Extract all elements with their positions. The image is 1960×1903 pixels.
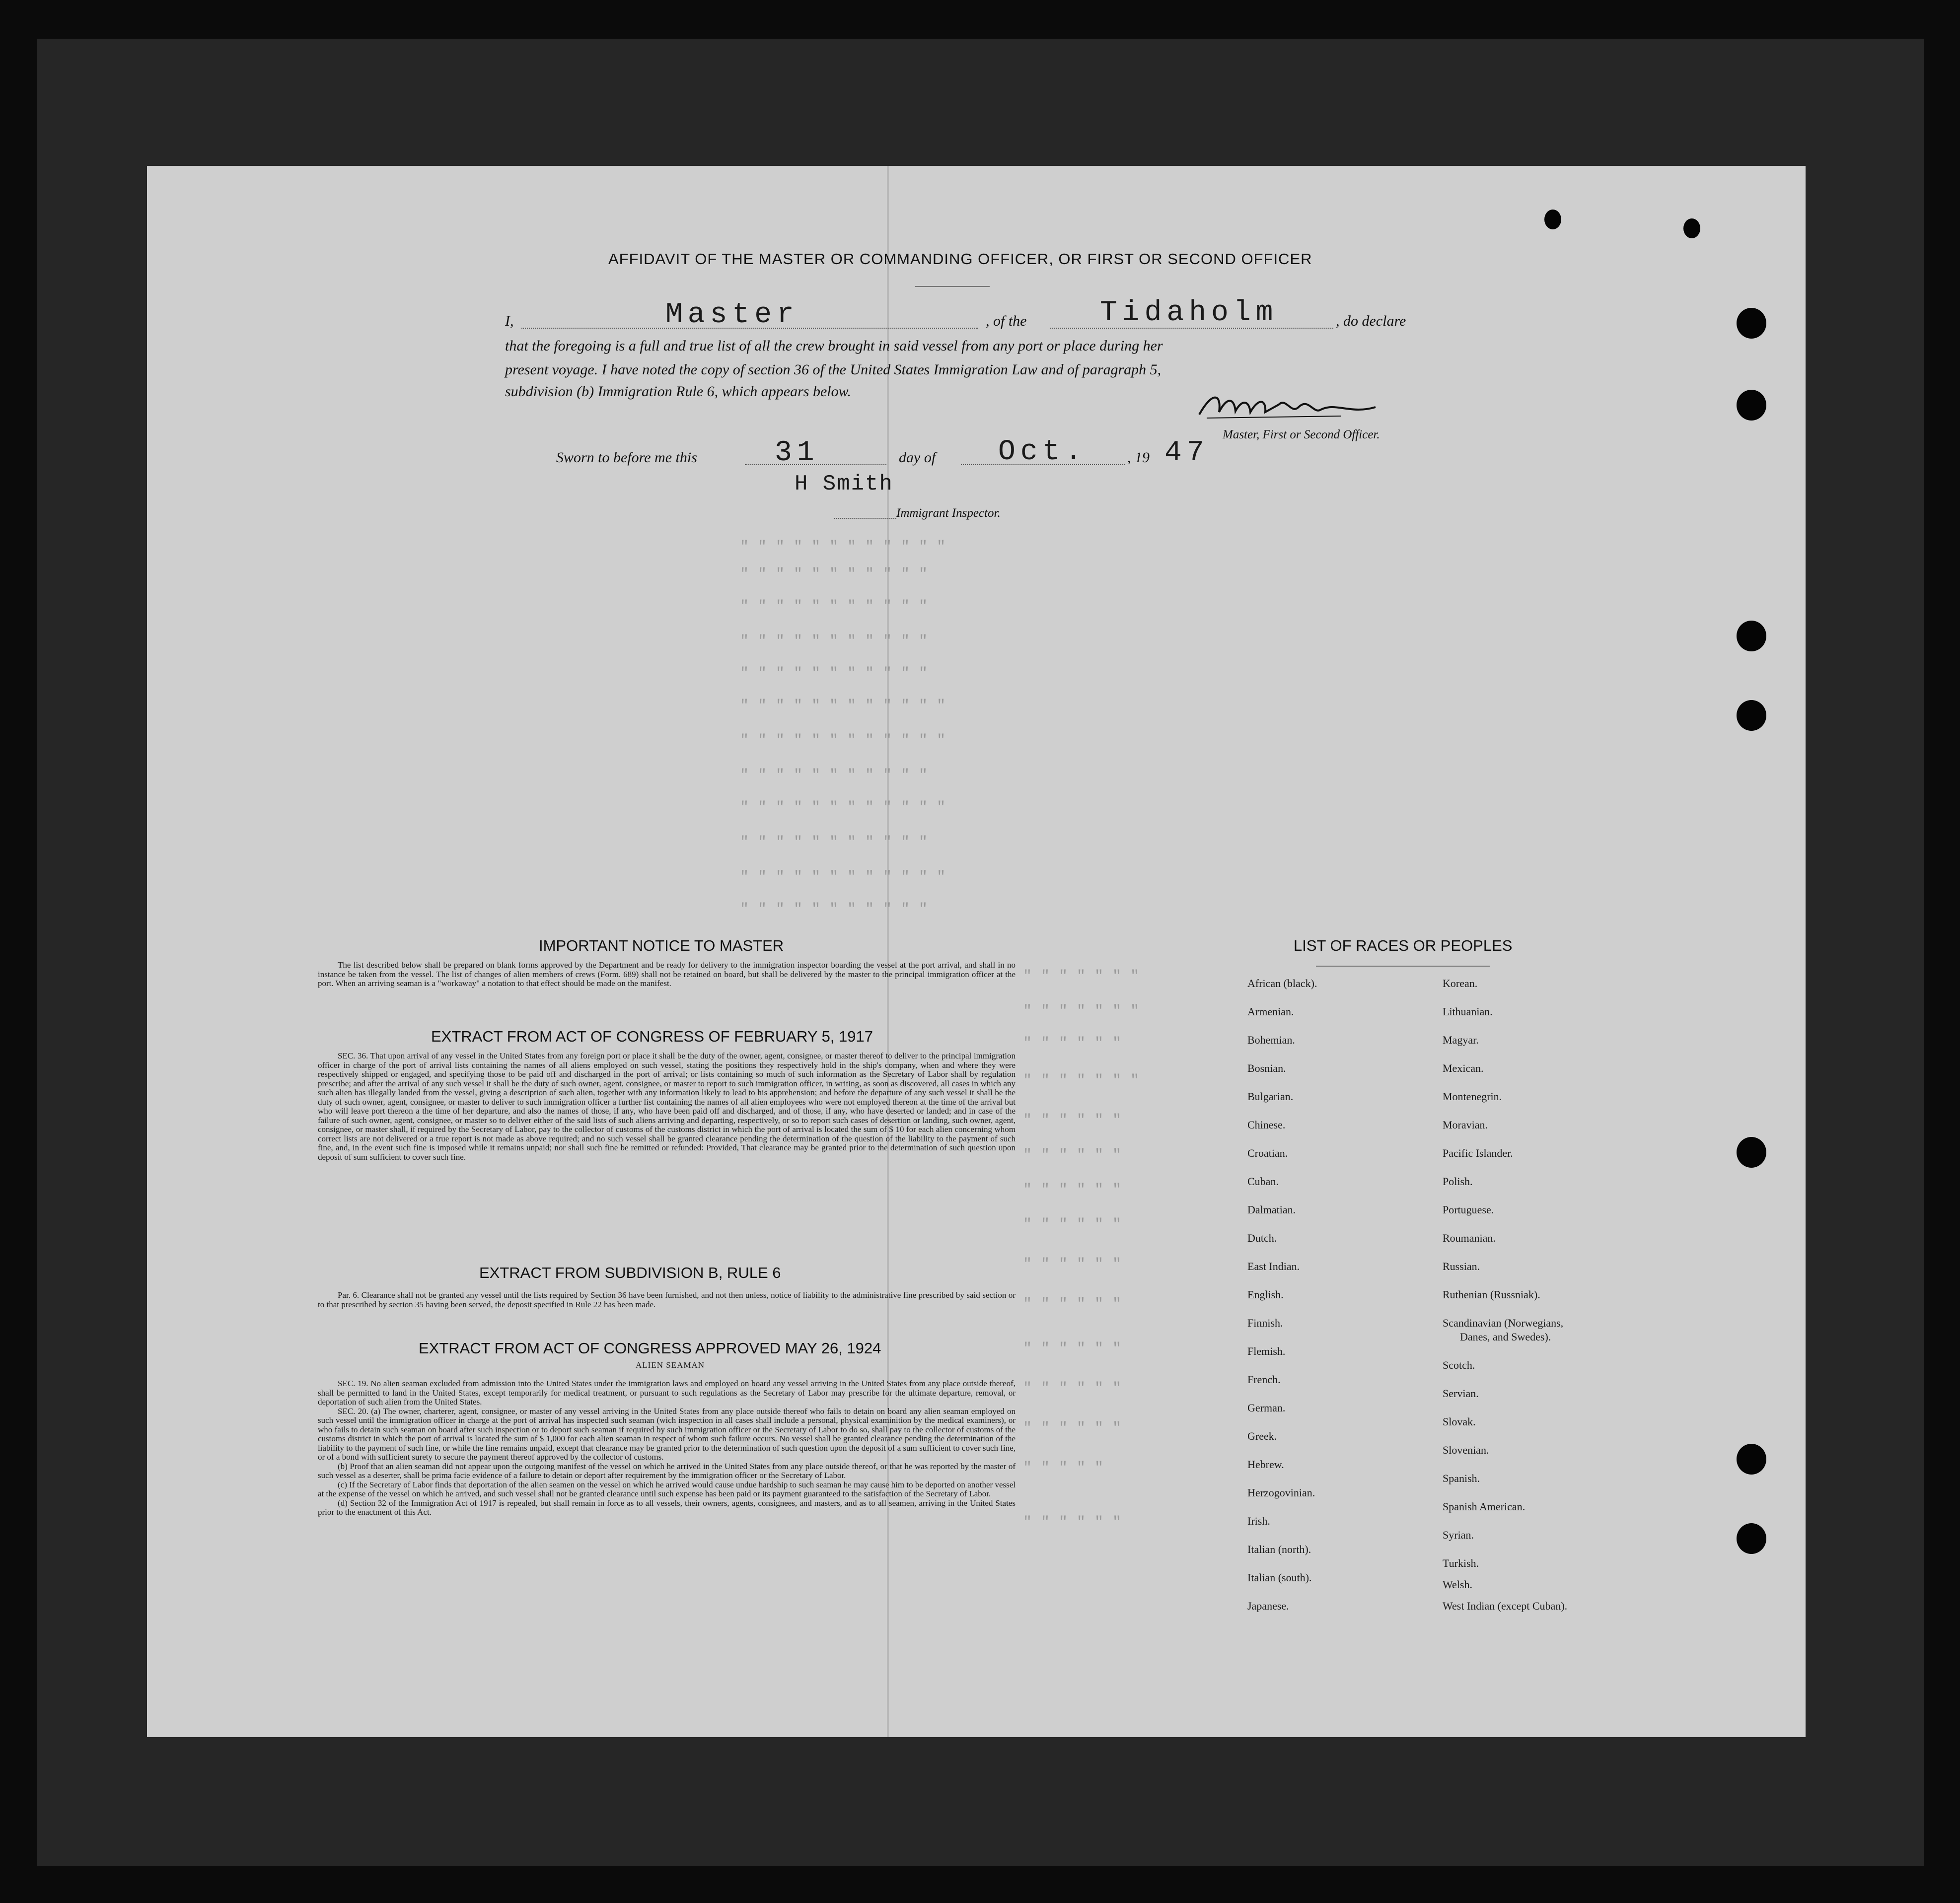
declaration-line-3: subdivision (b) Immigration Rule 6, which appears below. [505, 383, 851, 400]
race-item: Spanish. [1443, 1472, 1480, 1484]
race-item: Bulgarian. [1247, 1090, 1294, 1103]
do-declare-label: , do declare [1336, 313, 1406, 329]
vessel-handwritten: Tidaholm [1100, 297, 1278, 329]
race-item: Irish. [1247, 1515, 1270, 1527]
race-item: Cuban. [1247, 1175, 1279, 1188]
race-item: Greek. [1247, 1430, 1277, 1442]
race-item: Japanese. [1247, 1600, 1289, 1612]
race-item: West Indian (except Cuban). [1443, 1600, 1568, 1612]
punch-hole [1737, 1523, 1766, 1554]
extract-1924-text [318, 1379, 1016, 1517]
race-item: Slovak. [1443, 1415, 1476, 1428]
race-item: Servian. [1443, 1387, 1479, 1400]
extract-1917-title: EXTRACT FROM ACT OF CONGRESS OF FEBRUARY 5, 1917 [431, 1028, 873, 1045]
extract-1924-paragraph: SEC. 20. (a) The owner, charterer, agent, consignee, or master of any vessel arriving in the United States from any place outside thereof who fails to detain on board any alien seaman employed on such vessel until the immigration officer in charge at the port of arrival has inspected such seaman (wich inspection in all cases shall include a personal, physical examinition by the medical examiners), or who fails to detain such seaman on board after such inspection or to deport such seaman if required by such immigration officer or the Secretary of Labor to do so, shall pay to the collector of customs of the customs district in which the port of arrival is located the sum of $ 1,000 for each alien seaman in respect of whom such failure occurs. No vessel shall be granted clearance pending the determination of the liability to the payment of such fine, or while the fine remains unpaid, except that clearance may be granted prior to the determination of such question upon the deposit of a sum sufficient to cover such fine, or of a bond with sufficient surety to secure the payment thereof approved by the collector of customs. [318, 1406, 1016, 1462]
extract-1924-subtitle: ALIEN SEAMAN [636, 1360, 705, 1370]
race-item: Finnish. [1247, 1317, 1283, 1329]
race-item: German. [1247, 1402, 1286, 1414]
declaration-line-1: that the foregoing is a full and true list of all the crew brought in said vessel from any port or place during her [505, 338, 1163, 354]
race-item: Herzogovinian. [1247, 1486, 1315, 1499]
race-item: Italian (north). [1247, 1543, 1311, 1555]
race-item: French. [1247, 1373, 1281, 1386]
year-handwritten: 47 [1164, 437, 1209, 469]
notice-text [318, 961, 1016, 988]
of-the-label: , of the [986, 313, 1027, 329]
race-item: East Indian. [1247, 1260, 1300, 1272]
race-item: Spanish American. [1443, 1500, 1525, 1513]
extract-1924-paragraph: SEC. 19. No alien seaman excluded from admission into the United States under the immigration laws and employed on board any vessel arriving in the United States from any place outside thereof, shall be permitted to land in the United States, except temporarily for medical treatment, or pursuant to such regulations as the Secretary of Labor may prescribe for the ultimate departure, removal, or deportation of such alien from the United States. [318, 1379, 1016, 1407]
punch-hole [1737, 621, 1766, 651]
punch-hole [1737, 308, 1766, 339]
inspector-blank [834, 518, 896, 519]
race-item: Chinese. [1247, 1119, 1286, 1131]
race-item: Slovenian. [1443, 1444, 1489, 1456]
race-item: Danes, and Swedes). [1460, 1331, 1551, 1343]
inspector-caption: Immigrant Inspector. [896, 506, 1001, 520]
punch-hole [1737, 700, 1766, 731]
races-title: LIST OF RACES OR PEOPLES [1294, 937, 1513, 954]
extract-1917-paragraph: SEC. 36. That upon arrival of any vessel in the United States from any foreign port or place it shall be the duty of the owner, agent, consignee, or master thereof to deliver to the principal immigration officer in charge of the port of arrival lists containing the names of all aliens employed on such vessel, stating the positions they respectively hold in the ship's company, when and where they were respectively shipped or engaged, and specifying those to be paid off and discharged in the port of arrival; or lists containing so much of such information as the Secretary of Labor shall by regulation prescribe; and after the arrival of any such vessel it shall be the duty of such owner, agent, consignee, or master to report to such immigration officer, in writing, as soon as discovered, all cases in which any such alien has illegally landed from the vessel, giving a description of such alien, together with any information likely to lead to his apprehension; and before the departure of any such vessel it shall be the duty of such owner, agent, consignee, or master to deliver to such immigration officer a further list containing the names of all alien employees who were not employed thereon at the time of the arrival but who will leave port thereon a the time of her departure, and also the names of those, if any, who have been paid off and discharged, and of those, if any, who have deserted or landed; and in case of the failure of such owner, agent, consignee, or master so to deliver either of the said lists of such aliens arriving and departing, respectively, or so to report such cases of desertion or landing, such owner, agent, consignee, or master shall, if required by the Secretary of Labor, pay to the collector of customs of the customs district in which the port of arrival is located the sum of $ 10 for each alien concerning whom correct lists are not delivered or a true report is not made as above required; and no such vessel shall be granted clearance pending the determination of the question of the liability to the payment of such fine, and, in the event such fine is imposed while it remains unpaid; nor shall such fine be remitted or refunded: Provided, That clearance may be granted prior to the determination of such question upon deposit of sum sufficient to cover such fine. [318, 1051, 1016, 1162]
race-item: Magyar. [1443, 1034, 1479, 1046]
officer-handwritten: Master [665, 299, 799, 331]
race-item: Montenegrin. [1443, 1090, 1502, 1103]
rule6-paragraph: Par. 6. Clearance shall not be granted any vessel until the lists required by Section 36 have been furnished, and not then unless, notice of liability to the administrative fine prescribed by said section or to that prescribed by section 35 having been served, the deposit specified in Rule 22 has been made. [318, 1290, 1016, 1309]
race-item: African (black). [1247, 977, 1317, 989]
race-item: Bohemian. [1247, 1034, 1295, 1046]
month-handwritten: Oct. [998, 436, 1088, 468]
races-divider [1316, 966, 1490, 967]
extract-1917-text [318, 1052, 1016, 1162]
punch-hole [1683, 218, 1700, 238]
race-item: Ruthenian (Russniak). [1443, 1288, 1540, 1301]
day-of-label: day of [899, 449, 936, 466]
year-prefix: , 19 [1127, 449, 1150, 466]
rule6-text [318, 1291, 1016, 1309]
extract-1924-paragraph: (c) If the Secretary of Labor finds that deportation of the alien seamen on the vessel on which he arrived would cause undue hardship to such seaman he may cause him to be deported on another vessel at the expense of the vessel on which he arrived, and such vessel shall not be granted clearance until such expense has been paid or its payment guaranteed to the satisfaction of the Secretary of Labor. [318, 1480, 1016, 1498]
race-item: Flemish. [1247, 1345, 1286, 1357]
race-item: Portuguese. [1443, 1203, 1494, 1216]
punch-hole [1544, 210, 1561, 229]
race-item: Dalmatian. [1247, 1203, 1296, 1216]
extract-1924-title: EXTRACT FROM ACT OF CONGRESS APPROVED MAY 26, 1924 [419, 1339, 881, 1357]
race-item: Croatian. [1247, 1147, 1288, 1159]
notice-title: IMPORTANT NOTICE TO MASTER [539, 937, 784, 954]
race-item: Roumanian. [1443, 1232, 1496, 1244]
race-item: Moravian. [1443, 1119, 1488, 1131]
punch-hole [1737, 390, 1766, 421]
sworn-label: Sworn to before me this [556, 449, 697, 466]
race-item: Lithuanian. [1443, 1005, 1493, 1018]
race-item: Dutch. [1247, 1232, 1277, 1244]
race-item: Turkish. [1443, 1557, 1479, 1569]
race-item: Korean. [1443, 977, 1478, 989]
inspector-handwritten: H Smith [795, 472, 893, 496]
race-item: Armenian. [1247, 1005, 1294, 1018]
affidavit-title: AFFIDAVIT OF THE MASTER OR COMMANDING OFFICER, OR FIRST OR SECOND OFFICER [608, 250, 1312, 268]
i-label: I, [505, 313, 514, 329]
notice-paragraph: The list described below shall be prepared on blank forms approved by the Department and be ready for delivery to the immigration inspector boarding the vessel at the port arrival, and shall in no instance be taken from the vessel. The list of changes of alien members of crews (Form. 689) shall not be retained on board, but shall be delivered by the master to the principal immigration officer at the port. When an arriving seaman is a "workaway" a notation to that effect should be made on the manifest. [318, 960, 1016, 988]
race-item: Polish. [1443, 1175, 1473, 1188]
title-divider [915, 286, 990, 287]
signature-caption: Master, First or Second Officer. [1223, 428, 1380, 441]
race-item: Pacific Islander. [1443, 1147, 1513, 1159]
race-item: Scandinavian (Norwegians, [1443, 1317, 1564, 1329]
rule6-title: EXTRACT FROM SUBDIVISION B, RULE 6 [479, 1264, 781, 1281]
extract-1924-paragraph: (d) Section 32 of the Immigration Act of 1917 is repealed, but shall remain in force as to all vessels, their owners, agents, consignees, and masters, and as to all seamen, arriving in the United States prior to the enactment of this Act. [318, 1498, 1016, 1517]
race-item: Scotch. [1443, 1359, 1475, 1371]
race-item: Italian (south). [1247, 1571, 1312, 1584]
punch-hole [1737, 1444, 1766, 1475]
race-item: Russian. [1443, 1260, 1480, 1272]
race-item: Mexican. [1443, 1062, 1484, 1074]
declaration-line-2: present voyage. I have noted the copy of section 36 of the United States Immigration Law and of paragraph 5, [505, 361, 1161, 378]
punch-hole [1737, 1137, 1766, 1168]
race-item: English. [1247, 1288, 1284, 1301]
extract-1924-paragraph: (b) Proof that an alien seaman did not appear upon the outgoing manifest of the vessel on which he arrived in the United States from any place outside thereof, or that he was reported by the master of such vessel as a deserter, shall be prima facie evidence of a failure to detain or deport after requirement by the immigration officer or the Secretary of Labor. [318, 1461, 1016, 1480]
day-handwritten: 31 [775, 437, 819, 469]
master-signature [1192, 387, 1380, 427]
race-item: Welsh. [1443, 1578, 1472, 1591]
race-item: Syrian. [1443, 1529, 1474, 1541]
race-item: Hebrew. [1247, 1458, 1284, 1471]
race-item: Bosnian. [1247, 1062, 1286, 1074]
